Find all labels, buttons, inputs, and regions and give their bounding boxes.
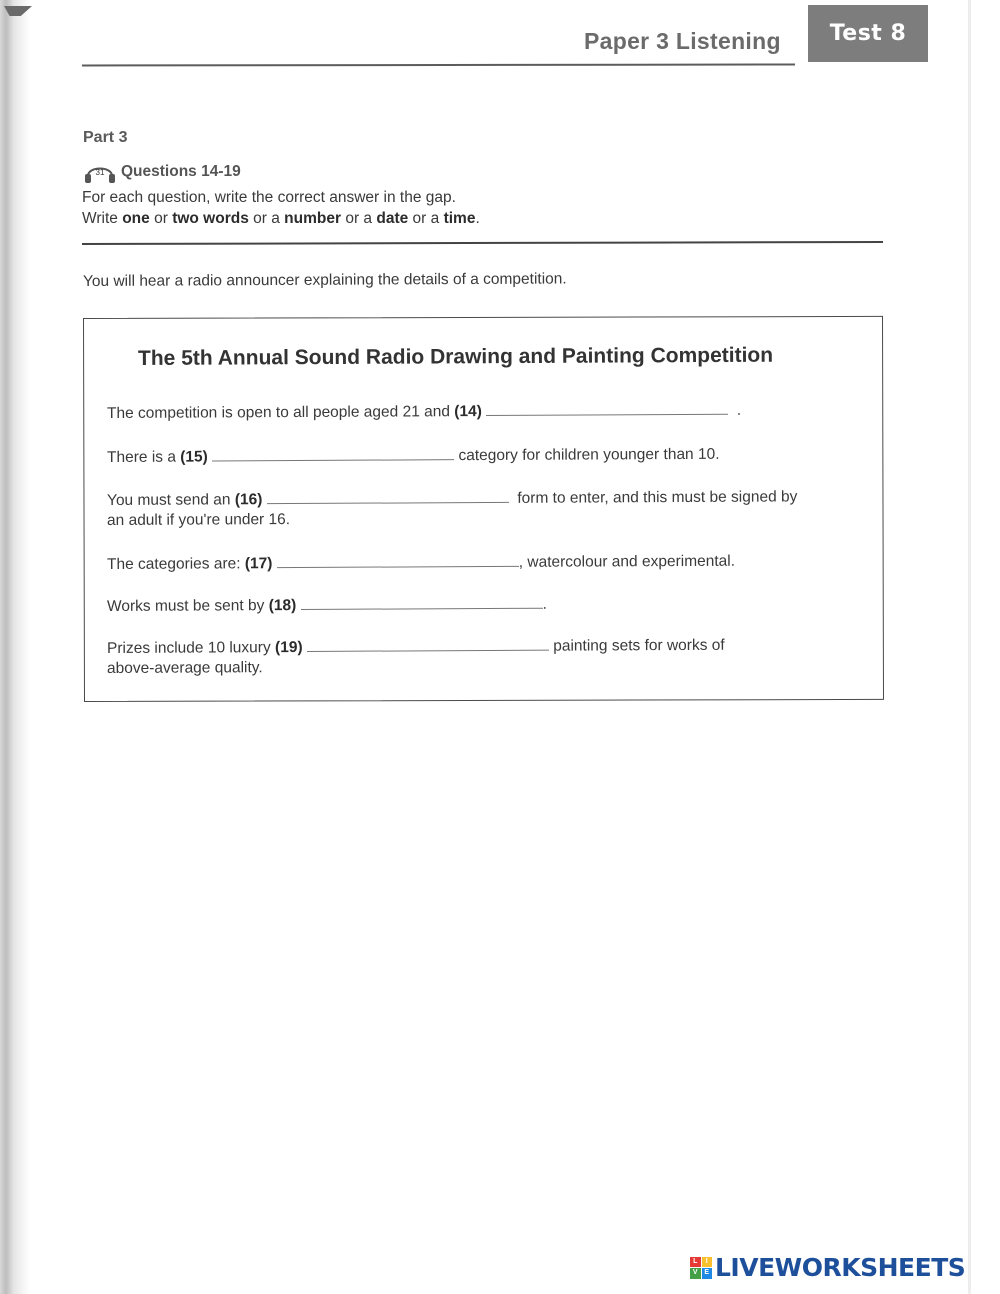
question-14: The competition is open to all people aged 21 and (14) . [106,401,742,422]
part-label: Part 3 [83,129,128,146]
question-16: You must send an (16) form to enter, and this must be signed by [106,488,798,509]
question-19: Prizes include 10 luxury (19) painting sets for works of [106,636,725,657]
page-spine-shadow [0,0,30,1294]
track-number: 31 [95,168,105,177]
answer-gap-19[interactable] [307,636,549,652]
instruction-divider [82,241,883,245]
page-edge [968,0,971,1294]
test-tab: Test 8 [808,5,928,62]
instruction-line-1: For each question, write the correct answer in the gap. [82,189,456,206]
question-18: Works must be sent by (18) . [106,595,547,615]
intro-text: You will hear a radio announcer explaining the details of a competition. [82,270,567,290]
question-16-continued: an adult if you're under 16. [106,511,291,529]
watermark-text: LIVEWORKSHEETS [715,1253,966,1282]
liveworksheets-logo-icon: L I V E [690,1257,712,1279]
headphones-icon [83,160,117,184]
answer-gap-16[interactable] [267,488,509,504]
answer-gap-18[interactable] [301,594,543,610]
notes-title: The 5th Annual Sound Radio Drawing and Painting Competition [137,343,774,370]
answer-gap-17[interactable] [277,552,519,568]
questions-heading [83,160,241,184]
question-15: There is a (15) category for children younger than 10. [106,445,720,466]
answer-gap-15[interactable] [212,445,454,461]
instruction-line-2: Write one or two words or a number or a date or a time. [82,210,480,227]
header-divider [82,64,795,67]
liveworksheets-watermark [690,1253,965,1282]
questions-label: Questions 14-19 [121,163,241,180]
question-17: The categories are: (17) , watercolour and experimental. [106,552,736,573]
section-title: Paper 3 Listening [584,28,781,54]
answer-gap-14[interactable] [486,400,728,416]
question-19-continued: above-average quality. [106,659,263,677]
